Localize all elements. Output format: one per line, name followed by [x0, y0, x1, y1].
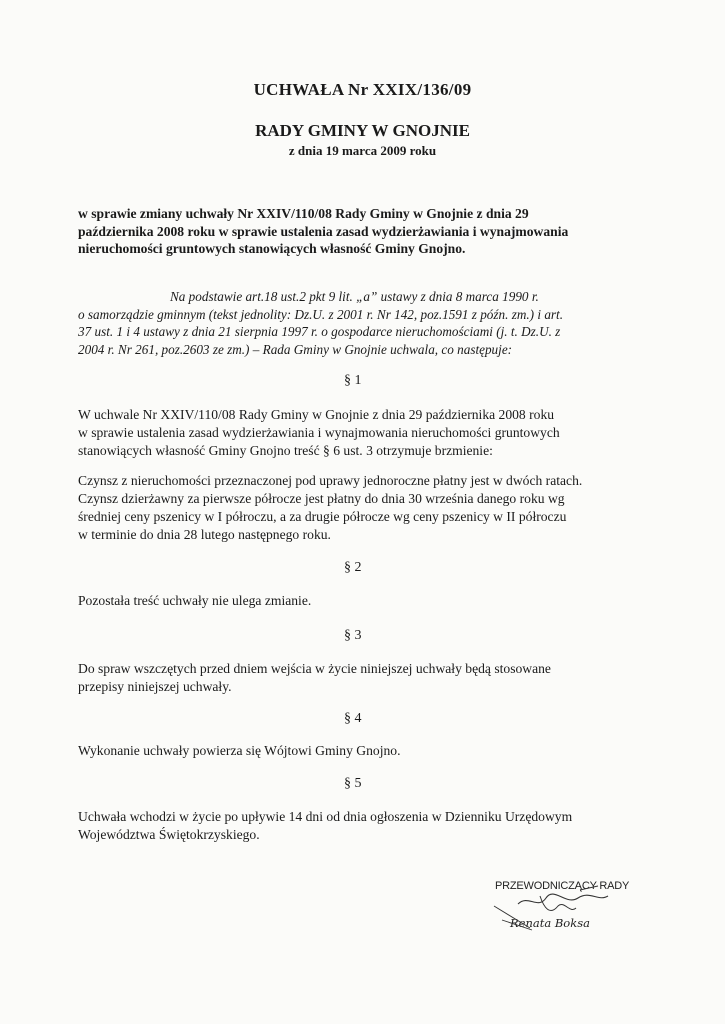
section-4-text: Wykonanie uchwały powierza się Wójtowi Gminy Gnojno.	[78, 743, 401, 758]
section-mark-4: § 4	[344, 711, 362, 726]
section-mark-2: § 2	[344, 560, 362, 575]
section-1-paragraph-2	[78, 472, 638, 544]
paragraph-line: Do spraw wszczętych przed dniem wejścia w życie niniejszej uchwały będą stosowane	[78, 661, 551, 676]
section-3-text	[78, 660, 638, 696]
resolution-subject	[78, 205, 638, 258]
legal-basis-line: 37 ust. 1 i 4 ustawy z dnia 21 sierpnia 1997 r. o gospodarce nieruchomościami (j. t. Dz.U. z	[78, 324, 561, 339]
stamp-title: PRZEWODNICZĄCY RADY	[495, 880, 630, 892]
legal-basis-line: 2004 r. Nr 261, poz.2603 ze zm.) – Rada Gminy w Gnojnie uchwala, co następuje:	[78, 341, 513, 357]
signature-stamp	[480, 876, 630, 936]
legal-basis	[78, 288, 634, 358]
subject-line: nieruchomości gruntowych stanowiących własność Gminy Gnojno.	[78, 241, 466, 256]
paragraph-line: stanowiących własność Gminy Gnojno treść § 6 ust. 3 otrzymuje brzmienie:	[78, 443, 493, 458]
section-mark-1: § 1	[344, 373, 362, 388]
subject-line: października 2008 roku w sprawie ustalenia zasad wydzierżawiania i wynajmowania	[78, 223, 569, 239]
legal-basis-line: Na podstawie art.18 ust.2 pkt 9 lit. „a” ustawy z dnia 8 marca 1990 r.	[170, 289, 539, 304]
paragraph-line: Czynsz dzierżawny za pierwsze półrocze jest płatny do dnia 30 września danego roku wg	[78, 491, 565, 506]
council-name: RADY GMINY W GNOJNIE	[255, 121, 470, 140]
paragraph-line: Uchwała wchodzi w życie po upływie 14 dni od dnia ogłoszenia w Dzienniku Urzędowym	[78, 809, 573, 824]
subject-line: w sprawie zmiany uchwały Nr XXIV/110/08 Rady Gminy w Gnojnie z dnia 29	[78, 206, 529, 221]
paragraph-line: w terminie do dnia 28 lutego następnego roku.	[78, 527, 331, 542]
section-mark-3: § 3	[344, 628, 362, 643]
section-1-paragraph-1	[78, 406, 638, 460]
section-2-text: Pozostała treść uchwały nie ulega zmianie.	[78, 593, 312, 608]
paragraph-line: przepisy niniejszej uchwały.	[78, 679, 232, 694]
section-5-text	[78, 808, 638, 844]
stamp-name: Renata Boksa	[510, 916, 590, 930]
paragraph-line: Województwa Świętokrzyskiego.	[78, 827, 260, 842]
resolution-date: z dnia 19 marca 2009 roku	[288, 143, 437, 158]
handwritten-signature	[480, 876, 630, 936]
paragraph-line: w sprawie ustalenia zasad wydzierżawiania i wynajmowania nieruchomości gruntowych	[78, 425, 560, 440]
section-mark-5: § 5	[344, 776, 362, 791]
paragraph-line: W uchwale Nr XXIV/110/08 Rady Gminy w Gnojnie z dnia 29 października 2008 roku	[78, 407, 555, 422]
legal-basis-line: o samorządzie gminnym (tekst jednolity: Dz.U. z 2001 r. Nr 142, poz.1591 z późn. zm.) i art.	[78, 306, 564, 322]
paragraph-line: Czynsz z nieruchomości przeznaczonej pod uprawy jednoroczne płatny jest w dwóch ratach.	[78, 473, 583, 488]
resolution-title: UCHWAŁA Nr XXIX/136/09	[253, 80, 472, 99]
paragraph-line: średniej ceny pszenicy w I półroczu, a za drugie półrocze wg ceny pszenicy w II półroczu	[78, 509, 567, 524]
